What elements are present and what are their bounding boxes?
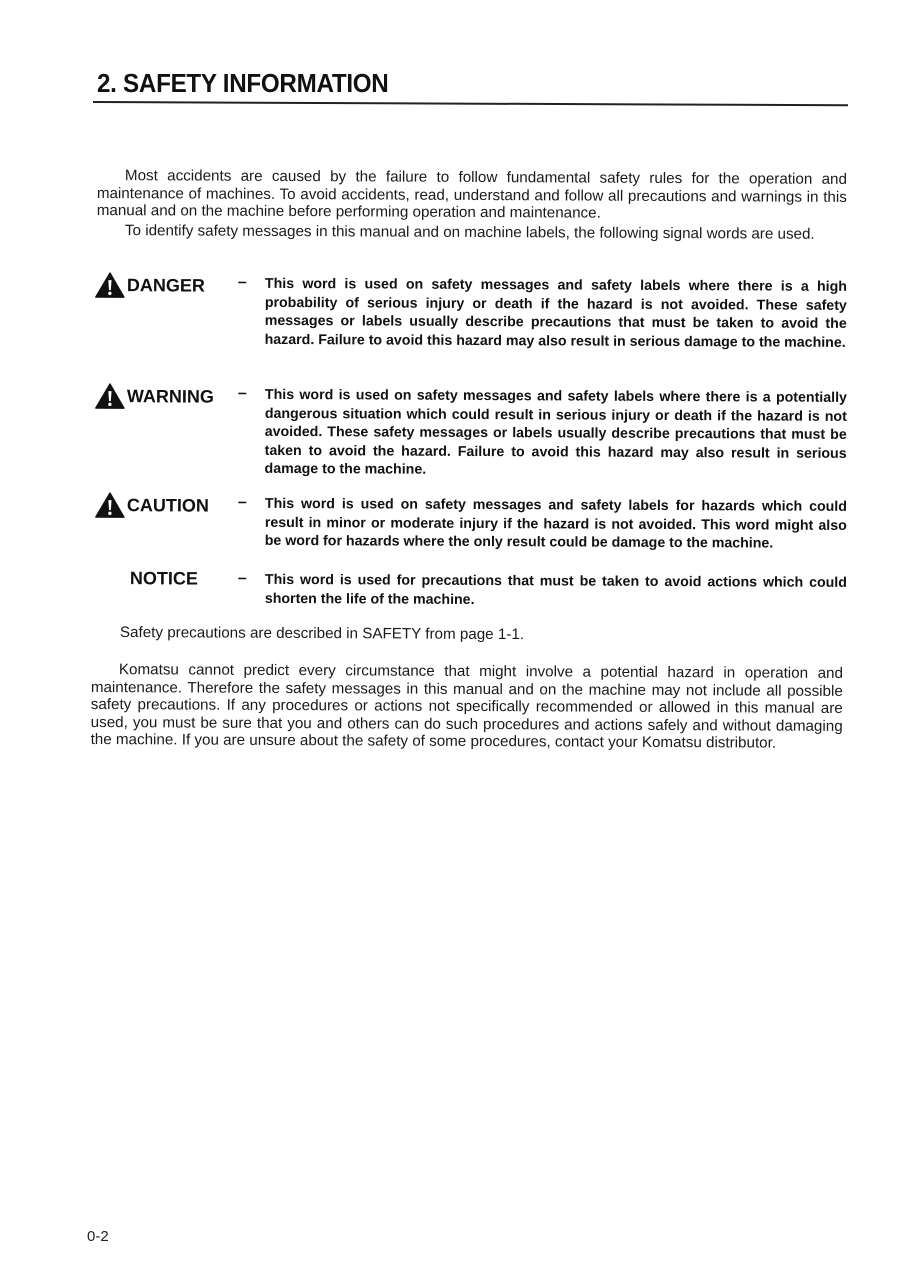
closing-paragraph [91,661,843,753]
signal-word-warning [95,383,855,479]
signal-label-warning [95,383,214,410]
signal-description: This word is used on safety messages and safety labels where there is a potentially dangerous situation which could result in serious injury or death if the hazard is not avoided. These safety messages or labels usually describe precautions that must be taken to avoid the hazard. Failure to avoid this hazard may also result in serious damage to the machine. [264,386,847,479]
signal-word-text: CAUTION [126,494,209,516]
signal-word-notice [95,568,855,608]
signal-description: This word is used for precautions that must be taken to avoid actions which could shorten the life of the machine. [264,571,847,608]
precautions-reference: Safety precautions are described in SAFETY from page 1-1. [119,624,525,644]
signal-word-caution [95,492,855,552]
intro-paragraph-2-text: To identify safety messages in this manual and on machine labels, the following signal words are used. [124,222,815,243]
warning-triangle-icon [95,383,125,409]
signal-label-danger [95,272,205,299]
dash: – [237,569,247,587]
signal-word-text: NOTICE [129,568,199,589]
signal-description: This word is used on safety messages and safety labels for hazards which could result in minor or moderate injury if the hazard is not avoided. This word might also be word for hazards where the only result could be damage to the machine. [264,495,847,552]
signal-word-text: DANGER [126,274,206,296]
warning-triangle-icon [95,272,125,298]
dash: – [237,384,247,402]
signal-word-danger [95,272,855,351]
signal-description: This word is used on safety messages and safety labels where there is a high probability of serious injury or death if the hazard is not avoided. These safety messages or labels usually describe precautions that must be taken to avoid the hazard. Failure to avoid this hazard may also result in serious damage to the machine. [264,275,847,351]
intro-paragraph-1 [97,167,847,224]
page-number: 0-2 [87,1228,109,1245]
closing-paragraph-text: Komatsu cannot predict every circumstance that might involve a potential hazard in operation and maintenance. Therefore the safety messages in this manual and on the machine may not include all possible safety precautions. If any procedures or actions not specifically recommended or allowed in this manual are used, you must be sure that you and others can do such procedures and actions safely and without damaging the machine. If you are unsure about the safety of some procedures, contact your Komatsu distributor. [90,661,843,752]
heading-underline [93,101,848,106]
dash: – [237,273,247,291]
intro-paragraph-1-text: Most accidents are caused by the failure to follow fundamental safety rules for the operation and maintenance of machines. To avoid accidents, read, understand and follow all precautions and warnings in this manual and on the machine before performing operation and maintenance. [96,167,847,222]
dash: – [237,493,247,511]
section-heading: 2. SAFETY INFORMATION [97,68,389,98]
signal-label-caution [95,492,209,519]
signal-label-notice [130,568,198,589]
signal-word-text: WARNING [126,385,214,407]
intro-paragraph-2 [97,222,847,244]
warning-triangle-icon [95,492,125,518]
